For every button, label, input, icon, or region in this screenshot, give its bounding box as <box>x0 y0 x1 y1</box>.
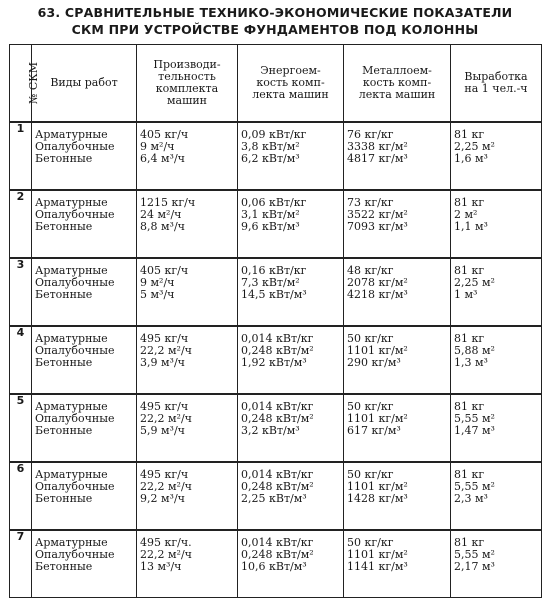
cell-line: 22,2 м²/ч <box>140 480 192 493</box>
cell-line: Арматурные <box>35 332 108 345</box>
cell-line: Опалубочные <box>35 480 115 493</box>
cell-line: 81 кг <box>454 536 485 549</box>
header-row <box>10 45 542 123</box>
cell-line: 50 кг/кг <box>347 536 394 549</box>
cell-line: Опалубочные <box>35 344 115 357</box>
cell-line: 2 м² <box>454 208 478 221</box>
energy-intensity-cell <box>238 190 344 258</box>
table-body <box>10 122 542 598</box>
output-cell <box>451 530 542 598</box>
cell-line: Опалубочные <box>35 140 115 153</box>
productivity-cell <box>137 462 238 530</box>
cell-line: 5,55 м² <box>454 548 495 561</box>
cell-line: 0,014 кВт/кг <box>241 536 314 549</box>
cell-line: 2,3 м³ <box>454 492 488 505</box>
cell-line: Арматурные <box>35 264 108 277</box>
cell-line: Бетонные <box>35 288 93 301</box>
cell-line: 0,248 кВт/м² <box>241 412 314 425</box>
cell-line: 3,1 кВт/м² <box>241 208 300 221</box>
work-type-cell <box>32 122 137 190</box>
cell-line: 3,8 кВт/м² <box>241 140 300 153</box>
cell-line: 9,2 м³/ч <box>140 492 185 505</box>
cell-line: 0,16 кВт/кг <box>241 264 307 277</box>
cell-line: 1101 кг/м² <box>347 344 408 357</box>
cell-line: 3522 кг/м² <box>347 208 408 221</box>
cell-line: 22,2 м²/ч <box>140 548 192 561</box>
table-title <box>0 4 550 38</box>
cell-line: 1101 кг/м² <box>347 548 408 561</box>
cell-line: 2,17 м³ <box>454 560 495 573</box>
skm-number-cell: 1 <box>10 122 32 190</box>
table-row <box>10 530 542 598</box>
header-productivity: Производи- тельность комплекта машин <box>137 45 238 123</box>
cell-line: Арматурные <box>35 128 108 141</box>
cell-line: Бетонные <box>35 356 93 369</box>
cell-line: Бетонные <box>35 492 93 505</box>
output-cell <box>451 462 542 530</box>
cell-line: 5,55 м² <box>454 480 495 493</box>
header-output-per-hour: Выработка на 1 чел.-ч <box>451 45 542 123</box>
skm-number-cell: 4 <box>10 326 32 394</box>
metal-intensity-cell <box>344 326 451 394</box>
cell-line: 0,014 кВт/кг <box>241 332 314 345</box>
cell-line: 2078 кг/м² <box>347 276 408 289</box>
metal-intensity-cell <box>344 258 451 326</box>
cell-line: 3338 кг/м² <box>347 140 408 153</box>
header-energy-intensity: Энергоем- кость комп- лекта машин <box>238 45 344 123</box>
cell-line: 50 кг/кг <box>347 332 394 345</box>
cell-line: Опалубочные <box>35 548 115 561</box>
skm-number-cell: 6 <box>10 462 32 530</box>
metal-intensity-cell <box>344 122 451 190</box>
cell-line: Арматурные <box>35 536 108 549</box>
cell-line: 3,9 м³/ч <box>140 356 185 369</box>
cell-line: 1101 кг/м² <box>347 412 408 425</box>
cell-line: 5 м³/ч <box>140 288 175 301</box>
productivity-cell <box>137 258 238 326</box>
cell-line: 1,6 м³ <box>454 152 488 165</box>
skm-number-cell: 5 <box>10 394 32 462</box>
output-cell <box>451 258 542 326</box>
cell-line: 50 кг/кг <box>347 468 394 481</box>
cell-line: 5,55 м² <box>454 412 495 425</box>
cell-line: 1,1 м³ <box>454 220 488 233</box>
cell-line: Опалубочные <box>35 208 115 221</box>
table-row <box>10 122 542 190</box>
metal-intensity-cell <box>344 190 451 258</box>
cell-line: 1215 кг/ч <box>140 196 196 209</box>
cell-line: 22,2 м²/ч <box>140 412 192 425</box>
cell-line: 0,014 кВт/кг <box>241 468 314 481</box>
cell-line: 48 кг/кг <box>347 264 394 277</box>
output-cell <box>451 326 542 394</box>
cell-line: 10,6 кВт/м³ <box>241 560 307 573</box>
cell-line: 76 кг/кг <box>347 128 394 141</box>
cell-line: 290 кг/м³ <box>347 356 401 369</box>
table-row <box>10 462 542 530</box>
cell-line: 1 м³ <box>454 288 478 301</box>
cell-line: 0,06 кВт/кг <box>241 196 307 209</box>
cell-line: 6,2 кВт/м³ <box>241 152 300 165</box>
cell-line: 2,25 кВт/м³ <box>241 492 307 505</box>
output-cell <box>451 190 542 258</box>
cell-line: 1141 кг/м³ <box>347 560 408 573</box>
cell-line: 81 кг <box>454 264 485 277</box>
energy-intensity-cell <box>238 394 344 462</box>
cell-line: 495 кг/ч <box>140 468 189 481</box>
cell-line: 81 кг <box>454 468 485 481</box>
header-metal-intensity: Металлоем- кость комп- лекта машин <box>344 45 451 123</box>
cell-line: 22,2 м²/ч <box>140 344 192 357</box>
metal-intensity-cell <box>344 530 451 598</box>
cell-line: Бетонные <box>35 220 93 233</box>
cell-line: 50 кг/кг <box>347 400 394 413</box>
energy-intensity-cell <box>238 462 344 530</box>
cell-line: 4218 кг/м³ <box>347 288 408 301</box>
cell-line: 81 кг <box>454 400 485 413</box>
cell-line: 1,92 кВт/м³ <box>241 356 307 369</box>
cell-line: 81 кг <box>454 128 485 141</box>
cell-line: 495 кг/ч <box>140 332 189 345</box>
cell-line: 617 кг/м³ <box>347 424 401 437</box>
cell-line: 8,8 м³/ч <box>140 220 185 233</box>
energy-intensity-cell <box>238 122 344 190</box>
cell-line: 495 кг/ч. <box>140 536 192 549</box>
cell-line: Опалубочные <box>35 412 115 425</box>
header-work-type: Виды работ <box>32 45 137 123</box>
metal-intensity-cell <box>344 394 451 462</box>
work-type-cell <box>32 462 137 530</box>
productivity-cell <box>137 530 238 598</box>
cell-line: Арматурные <box>35 400 108 413</box>
cell-line: 2,25 м² <box>454 276 495 289</box>
cell-line: 405 кг/ч <box>140 128 189 141</box>
productivity-cell <box>137 190 238 258</box>
title-line-1: 63. СРАВНИТЕЛЬНЫЕ ТЕХНИКО-ЭКОНОМИЧЕСКИЕ ПОКАЗАТЕЛИ <box>37 5 513 20</box>
cell-line: 24 м²/ч <box>140 208 182 221</box>
cell-line: 1,3 м³ <box>454 356 488 369</box>
productivity-cell <box>137 326 238 394</box>
indicators-table <box>9 44 542 598</box>
table-row <box>10 258 542 326</box>
cell-line: 1428 кг/м³ <box>347 492 408 505</box>
cell-line: 1101 кг/м² <box>347 480 408 493</box>
cell-line: 9 м²/ч <box>140 140 175 153</box>
cell-line: 1,47 м³ <box>454 424 495 437</box>
table-row <box>10 190 542 258</box>
cell-line: Опалубочные <box>35 276 115 289</box>
work-type-cell <box>32 394 137 462</box>
cell-line: 6,4 м³/ч <box>140 152 185 165</box>
cell-line: 0,248 кВт/м² <box>241 548 314 561</box>
cell-line: 0,248 кВт/м² <box>241 344 314 357</box>
cell-line: 0,014 кВт/кг <box>241 400 314 413</box>
cell-line: 81 кг <box>454 332 485 345</box>
cell-line: Бетонные <box>35 152 93 165</box>
title-line-2: СКМ ПРИ УСТРОЙСТВЕ ФУНДАМЕНТОВ ПОД КОЛОННЫ <box>71 22 479 37</box>
work-type-cell <box>32 530 137 598</box>
energy-intensity-cell <box>238 530 344 598</box>
energy-intensity-cell <box>238 258 344 326</box>
cell-line: 14,5 кВт/м³ <box>241 288 307 301</box>
cell-line: 5,9 м³/ч <box>140 424 185 437</box>
productivity-cell <box>137 394 238 462</box>
cell-line: Бетонные <box>35 560 93 573</box>
cell-line: 3,2 кВт/м³ <box>241 424 300 437</box>
productivity-cell <box>137 122 238 190</box>
table-row <box>10 394 542 462</box>
cell-line: 5,88 м² <box>454 344 495 357</box>
cell-line: 7093 кг/м³ <box>347 220 408 233</box>
skm-number-cell: 2 <box>10 190 32 258</box>
cell-line: 81 кг <box>454 196 485 209</box>
cell-line: 9 м²/ч <box>140 276 175 289</box>
cell-line: 495 кг/ч <box>140 400 189 413</box>
output-cell <box>451 122 542 190</box>
work-type-cell <box>32 258 137 326</box>
header-skm-number: № СКМ <box>10 45 32 123</box>
work-type-cell <box>32 326 137 394</box>
work-type-cell <box>32 190 137 258</box>
cell-line: Арматурные <box>35 468 108 481</box>
cell-line: Арматурные <box>35 196 108 209</box>
cell-line: 4817 кг/м³ <box>347 152 408 165</box>
cell-line: 9,6 кВт/м³ <box>241 220 300 233</box>
output-cell <box>451 394 542 462</box>
cell-line: 405 кг/ч <box>140 264 189 277</box>
cell-line: 0,09 кВт/кг <box>241 128 307 141</box>
cell-line: 2,25 м² <box>454 140 495 153</box>
cell-line: Бетонные <box>35 424 93 437</box>
cell-line: 0,248 кВт/м² <box>241 480 314 493</box>
cell-line: 7,3 кВт/м² <box>241 276 300 289</box>
cell-line: 13 м³/ч <box>140 560 182 573</box>
skm-number-cell: 7 <box>10 530 32 598</box>
cell-line: 73 кг/кг <box>347 196 394 209</box>
metal-intensity-cell <box>344 462 451 530</box>
skm-number-cell: 3 <box>10 258 32 326</box>
table-row <box>10 326 542 394</box>
energy-intensity-cell <box>238 326 344 394</box>
